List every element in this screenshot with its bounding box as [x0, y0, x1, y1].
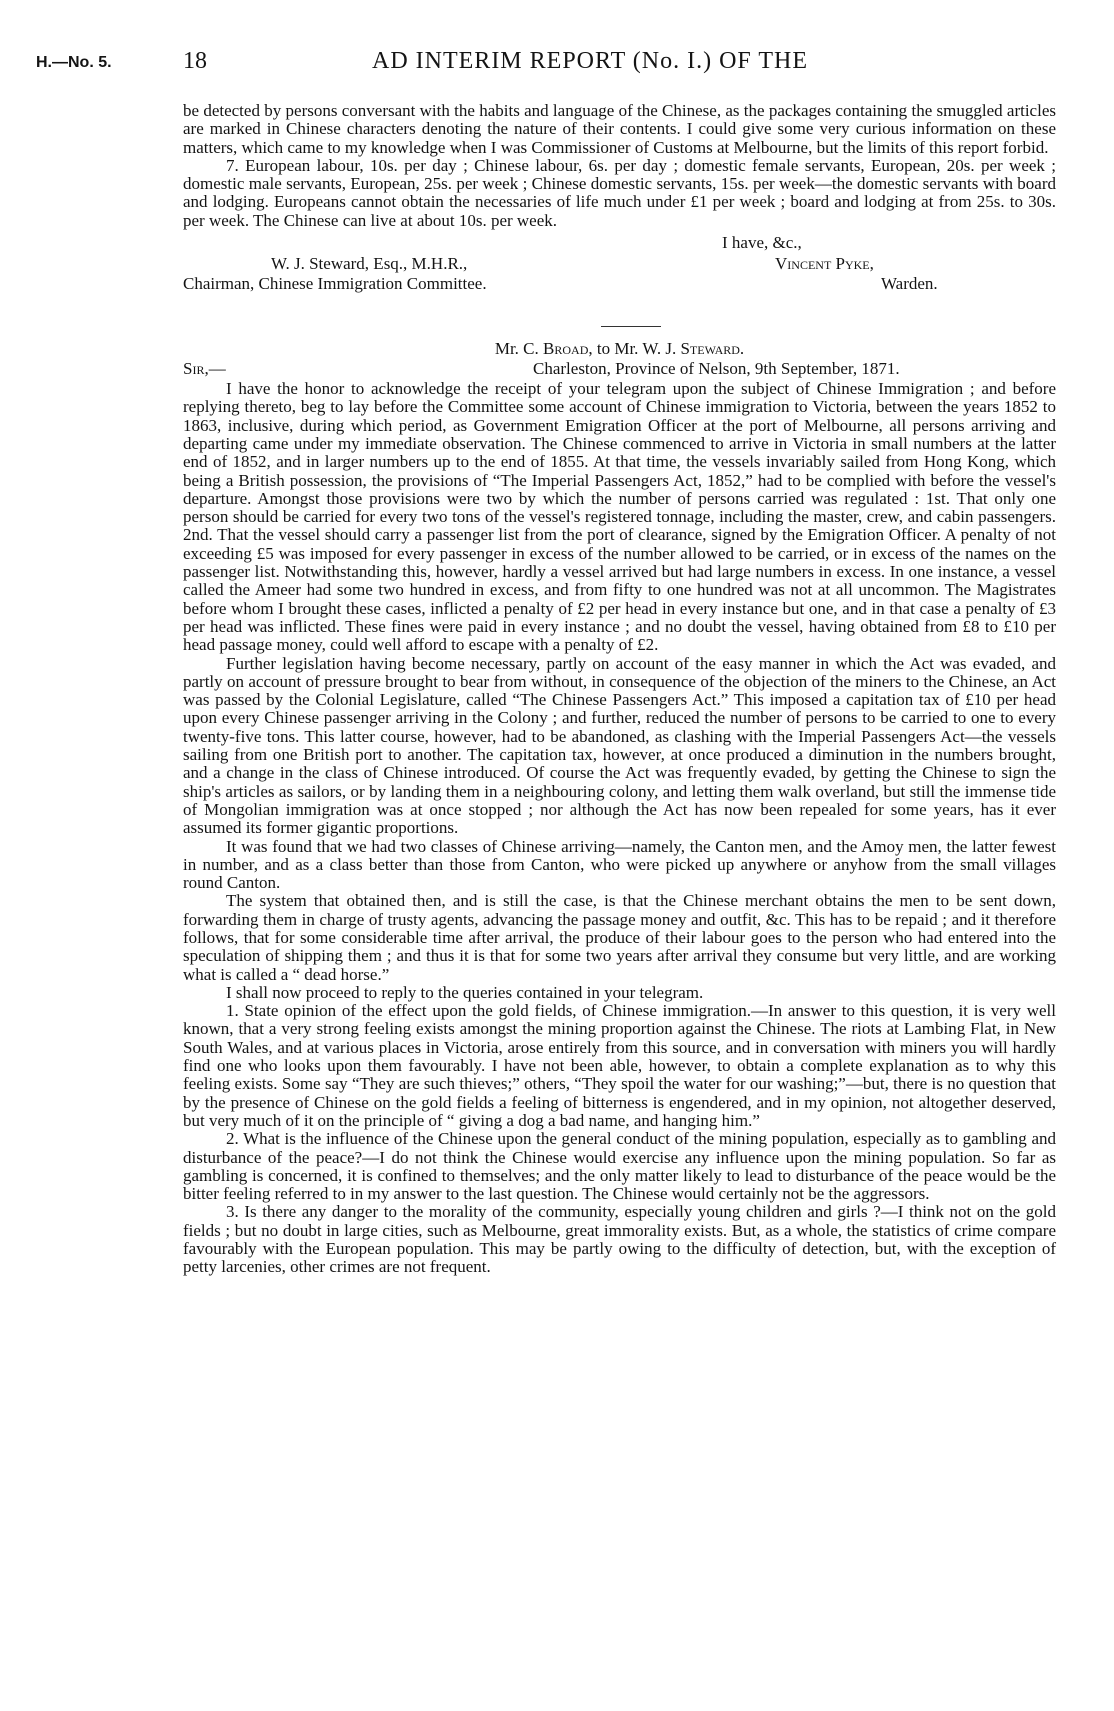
letter2-paragraph-5: I shall now proceed to reply to the queries contained in your telegram. — [226, 982, 704, 1002]
letter2-paragraph-4: The system that obtained then, and is still the case, is that the Chinese merchant obtains the men to be sent down, forwarding them in charge of trusty agents, advancing the passage money and outfit, &c. This has to be repaid ; and it therefore follows, that for some considerable time after arrival, the produce of their labour goes to the person who had entered into the speculation of shipping them ; and thus it is that for some two years after arrival they consume but very little, and are working what is called a “ dead horse.” — [183, 891, 1056, 984]
running-title: AD INTERIM REPORT (No. I.) OF THE — [372, 48, 808, 74]
letter2-salutation: Sir,— — [183, 359, 226, 379]
letter1-addressee-title: Chairman, Chinese Immigration Committee. — [183, 274, 487, 294]
letter1-continuation: be detected by persons conversant with the habits and language of the Chinese, as the packages containing the smuggled articles are marked in Chinese characters denoting the nature of their contents. I could give some very curious information on these matters, which came to my knowledge when I was Commissioner of Customs at Melbourne, but the limits of this report forbid. — [183, 101, 1056, 157]
section-divider — [183, 314, 1056, 340]
letter1-addressee: W. J. Steward, Esq., M.H.R., — [271, 254, 468, 274]
letter1-signatory-title: Warden. — [881, 274, 938, 294]
page-number: 18 — [183, 48, 207, 74]
letter2-heading: Mr. C. Broad, to Mr. W. J. Steward. — [494, 339, 745, 359]
letter2-answer-3: 3. Is there any danger to the morality of the community, especially young children and girls ?—I think not on the gold fields ; but no doubt in large cities, such as Melbourne, great immorality exists. But, as a whole, the statistics of crime compare favourably with the European population. This may be partly owing to the difficulty of detection, but, with the exception of petty larcenies, other crimes are not frequent. — [183, 1202, 1056, 1277]
letter1-signature-block — [183, 230, 1056, 314]
letter2-paragraph-1: I have the honor to acknowledge the receipt of your telegram upon the subject of Chinese Immigration ; and before replying thereto, beg to lay before the Committee some account of Chinese immigration to Victoria, between the years 1852 to 1863, inclusive, during which period, as Government Emigration Officer at the port of Melbourne, all persons arriving and departing came under my immediate observation. The Chinese commenced to arrive in Victoria in small numbers at the latter end of 1852, and in larger numbers up to the end of 1855. At that time, the vessels invariably sailed from Hong Kong, which being a British possession, the provisions of “The Imperial Passengers Act, 1852,” had to be complied with before the vessel's departure. Amongst those provisions were two by which the number of persons carried was regulated : 1st. That only one person should be carried for every two tons of the vessel's registered tonnage, including the master, crew, and cabin passengers. 2nd. That the vessel should carry a passenger list from the port of clearance, signed by the Emigration Officer. A penalty of not exceeding £5 was imposed for every passenger in excess of the number allowed to be carried, or in excess of the names on the passenger list. Notwithstanding this, however, hardly a vessel arrived but had large numbers in excess. In one instance, a vessel called the Ameer had some two hundred in excess, and from fifty to one hundred was not at all uncommon. The Magistrates before whom I brought these cases, inflicted a penalty of £2 per head in every instance but one, and in that case a penalty of £3 per head was inflicted. These fines were paid in every instance ; and no doubt the vessel, having obtained from £8 to £10 per head passage money, could well afford to escape with a penalty of £2. — [183, 379, 1056, 655]
letter2-answer-2: 2. What is the influence of the Chinese upon the general conduct of the mining population, especially as to gambling and disturbance of the peace?—I do not think the Chinese would exercise any influence upon the mining population. So far as gambling is concerned, it is confined to themselves; and the only matter likely to lead to disturbance of the peace would be the bitter feeling referred to in my answer to the last question. The Chinese would certainly not be the aggressors. — [183, 1129, 1056, 1204]
letter2-paragraph-3: It was found that we had two classes of Chinese arriving—namely, the Canton men, and the Amoy men, the latter fewest in number, and as a class better than those from Canton, who were picked up anywhere or anyhow from the small villages round Canton. — [183, 836, 1056, 893]
letter2-dateline-row — [183, 360, 1056, 380]
page-header — [0, 48, 1114, 78]
page-body — [183, 102, 1056, 1277]
letter2-answer-1: 1. State opinion of the effect upon the gold fields, of Chinese immigration.—In answer to this question, it is very well known, that a very strong feeling exists amongst the mining proportion against the Chinese. The riots at Lambing Flat, in New South Wales, and at various places in Victoria, arose entirely from this source, and in conversation with miners you will hardly find one who looks upon them favourably. I have not been able, however, to obtain a complete explanation as to why this feeling exists. Some say “They are such thieves;” others, “They spoil the water for our washing;”—but, there is no question that by the presence of Chinese on the gold fields a feeling of bitterness is engendered, and in my opinion, not altogether deserved, but very much of it on the principle of “ giving a dog a bad name, and hanging him.” — [183, 1001, 1056, 1130]
letter1-signatory: Vincent Pyke, — [775, 254, 874, 274]
letter2-paragraph-2: Further legislation having become necessary, partly on account of the easy manner in which the Act was evaded, and partly on account of pressure brought to bear from without, in consequence of the objection of the miners to the Chinese, an Act was passed by the Colonial Legislature, called “The Chinese Passengers Act.” This imposed a capitation tax of £10 per head upon every Chinese passenger arriving in the Colony ; and further, reduced the number of persons to be carried to one to every twenty-five tons. This latter course, however, had to be abandoned, as clashing with the Imperial Passengers Act—the vessels sailing from one British port to another. The capitation tax, however, at once produced a diminution in the numbers brought, and a change in the class of Chinese introduced. Of course the Act was frequently evaded, by getting the Chinese to sign the ship's articles as sailors, or by landing them in a neighbouring colony, and letting them walk overland, but still the immense tide of Mongolian immigration was at once stopped ; nor although the Act has now been repealed for some years, has it ever assumed its former gigantic proportions. — [183, 653, 1056, 838]
letter2-dateline: Charleston, Province of Nelson, 9th September, 1871. — [533, 359, 900, 379]
letter1-closing: I have, &c., — [722, 233, 802, 253]
letter1-item-7: 7. European labour, 10s. per day ; Chinese labour, 6s. per day ; domestic female servants, European, 20s. per week ; domestic male servants, European, 25s. per week ; Chinese domestic servants, 15s. per week—the domestic servants with board and lodging. Europeans cannot obtain the necessaries of life much under £1 per week ; board and lodging at from 25s. to 30s. per week. The Chinese can live at about 10s. per week. — [183, 155, 1056, 230]
document-code: H.—No. 5. — [36, 54, 112, 71]
